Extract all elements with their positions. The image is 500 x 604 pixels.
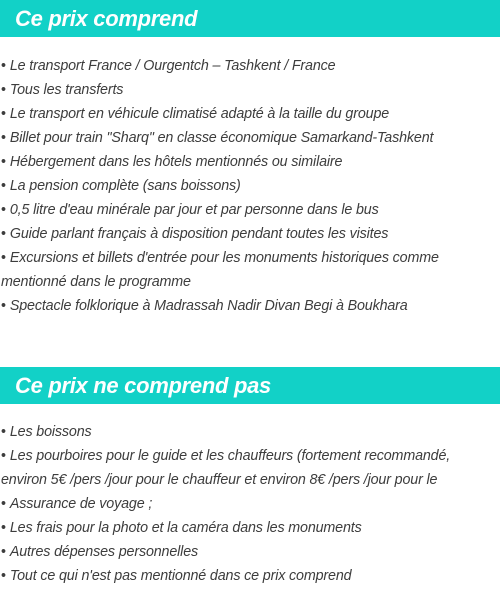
list-item: • Tout ce qui n'est pas mentionné dans ce prix comprend [1, 568, 352, 584]
list-item: • Les frais pour la photo et la caméra dans les monuments [1, 520, 362, 536]
list-item: • Le transport France / Ourgentch – Tashkent / France [1, 58, 336, 74]
list-item: • Le transport en véhicule climatisé adapté à la taille du groupe [1, 106, 390, 122]
list-item: • Excursions et billets d'entrée pour les monuments historiques comme mentionné dans le programme [1, 250, 439, 290]
list-item: • 0,5 litre d'eau minérale par jour et par personne dans le bus [1, 202, 379, 218]
excluded-banner [0, 367, 500, 404]
list-item: • Autres dépenses personnelles [1, 544, 198, 560]
list-item-continuation: environ 5€ /pers /jour pour le chauffeur et environ 8€ /pers /jour pour le [1, 472, 438, 488]
list-item: • Guide parlant français à disposition pendant toutes les visites [1, 226, 389, 242]
excluded-list [0, 420, 500, 588]
included-list [0, 54, 500, 318]
list-item: • Assurance de voyage ; [1, 496, 153, 512]
included-title: Ce prix comprend [15, 5, 198, 31]
list-item: • Les boissons [1, 424, 92, 440]
list-item: • Spectacle folklorique à Madrassah Nadir Divan Begi à Boukhara [1, 298, 408, 314]
included-banner [0, 0, 500, 37]
list-item: • Billet pour train "Sharq" en classe économique Samarkand-Tashkent [1, 130, 434, 146]
list-item: • Hébergement dans les hôtels mentionnés ou similaire [1, 154, 343, 170]
list-item: • Les pourboires pour le guide et les chauffeurs (fortement recommandé, [1, 448, 451, 464]
list-item: • Tous les transferts [1, 82, 124, 98]
excluded-section [0, 367, 500, 588]
excluded-title: Ce prix ne comprend pas [15, 372, 271, 398]
list-item: • La pension complète (sans boissons) [1, 178, 241, 194]
